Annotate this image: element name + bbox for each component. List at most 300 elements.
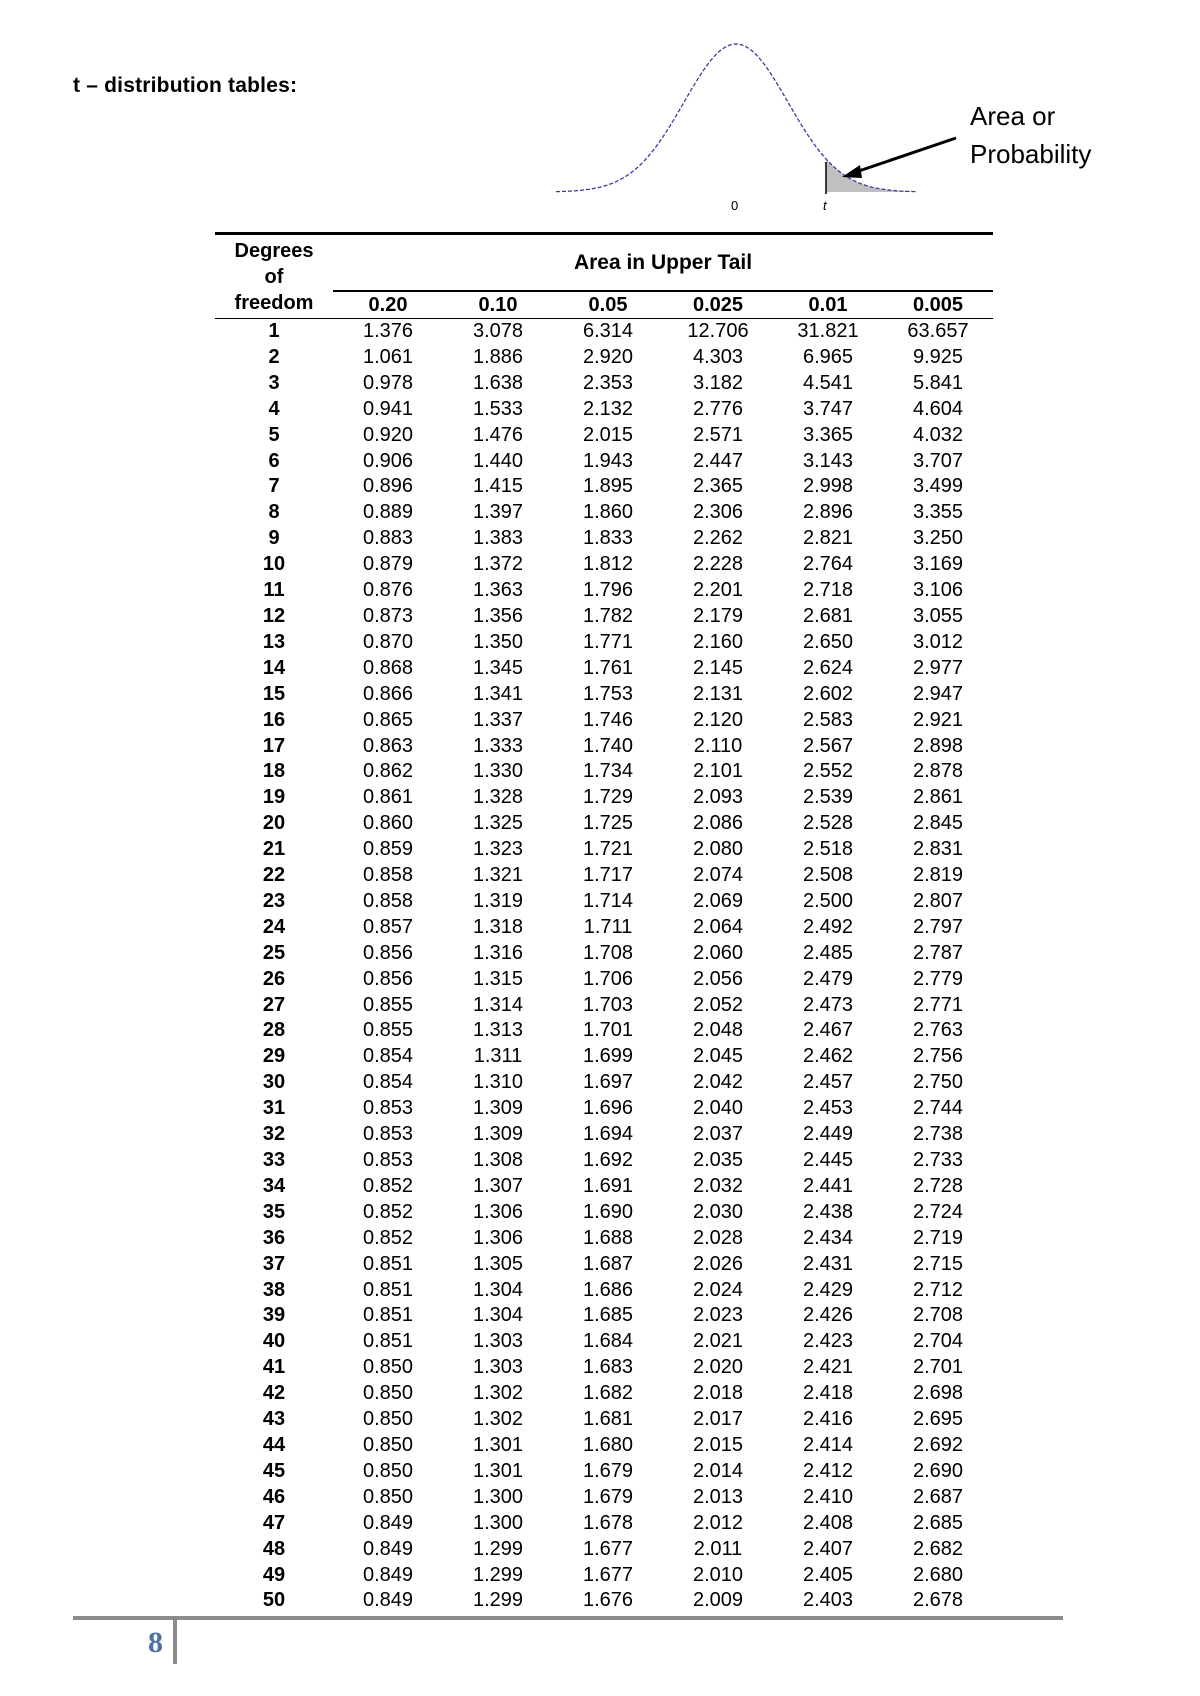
- critical-value-cell: 1.860: [582, 501, 634, 524]
- critical-value-cell: 0.859: [362, 838, 414, 861]
- table-row: [215, 759, 993, 785]
- critical-value-cell: 0.851: [362, 1278, 414, 1301]
- df-cell: 9: [268, 527, 280, 550]
- critical-value-cell: 2.708: [912, 1304, 964, 1327]
- df-header-line: of: [264, 265, 284, 288]
- table-row: [215, 500, 993, 526]
- critical-value-cell: 1.697: [582, 1071, 634, 1094]
- critical-value-cell: 2.896: [802, 501, 854, 524]
- critical-value-cell: 2.056: [692, 967, 744, 990]
- critical-value-cell: 3.169: [912, 553, 964, 576]
- critical-value-cell: 3.499: [912, 475, 964, 498]
- df-cell: 26: [262, 967, 286, 990]
- critical-value-cell: 1.725: [582, 812, 634, 835]
- critical-value-cell: 2.485: [802, 941, 854, 964]
- table-row: [215, 1381, 993, 1407]
- critical-value-cell: 6.965: [802, 345, 854, 368]
- critical-value-cell: 3.143: [802, 449, 854, 472]
- critical-value-cell: 1.703: [582, 993, 634, 1016]
- critical-value-cell: 1.302: [472, 1408, 524, 1431]
- df-cell: 48: [262, 1537, 286, 1560]
- table-row: [215, 371, 993, 397]
- critical-value-cell: 0.850: [362, 1382, 414, 1405]
- critical-value-cell: 0.860: [362, 812, 414, 835]
- critical-value-cell: 3.250: [912, 527, 964, 550]
- alpha-header: 0.10: [443, 291, 553, 319]
- critical-value-cell: 1.061: [362, 345, 414, 368]
- critical-value-cell: 2.412: [802, 1459, 854, 1482]
- critical-value-cell: 2.821: [802, 527, 854, 550]
- critical-value-cell: 1.376: [362, 320, 414, 342]
- df-cell: 13: [262, 630, 286, 653]
- critical-value-cell: 2.410: [802, 1485, 854, 1508]
- critical-value-cell: 0.852: [362, 1174, 414, 1197]
- critical-value-cell: 0.861: [362, 786, 414, 809]
- critical-value-cell: 2.567: [802, 734, 854, 757]
- critical-value-cell: 3.707: [912, 449, 964, 472]
- critical-value-cell: 0.896: [362, 475, 414, 498]
- df-cell: 37: [262, 1252, 286, 1275]
- table-row: [215, 708, 993, 734]
- critical-value-cell: 2.093: [692, 786, 744, 809]
- critical-value-cell: 2.787: [912, 941, 964, 964]
- df-cell: 16: [262, 708, 286, 731]
- critical-value-cell: 0.853: [362, 1123, 414, 1146]
- critical-value-cell: 1.708: [582, 941, 634, 964]
- critical-value-cell: 2.467: [802, 1019, 854, 1042]
- critical-value-cell: 1.701: [582, 1019, 634, 1042]
- critical-value-cell: 2.678: [912, 1589, 964, 1612]
- table-row: [215, 656, 993, 682]
- table-row: [215, 397, 993, 423]
- critical-value-cell: 0.870: [362, 630, 414, 653]
- critical-value-cell: 1.679: [582, 1459, 634, 1482]
- table-row: [215, 941, 993, 967]
- critical-value-cell: 2.028: [692, 1226, 744, 1249]
- table-row: [215, 993, 993, 1019]
- critical-value-cell: 1.699: [582, 1045, 634, 1068]
- df-cell: 15: [262, 682, 286, 705]
- table-row: [215, 578, 993, 604]
- critical-value-cell: 1.310: [472, 1071, 524, 1094]
- df-cell: 38: [262, 1278, 286, 1301]
- alpha-header: 0.20: [333, 291, 443, 319]
- critical-value-cell: 0.854: [362, 1071, 414, 1094]
- table-row: [215, 1485, 993, 1511]
- table-row: [215, 1096, 993, 1122]
- critical-value-cell: 2.020: [692, 1356, 744, 1379]
- critical-value-cell: 0.851: [362, 1304, 414, 1327]
- critical-value-cell: 1.333: [472, 734, 524, 757]
- critical-value-cell: 2.037: [692, 1123, 744, 1146]
- critical-value-cell: 1.306: [472, 1200, 524, 1223]
- critical-value-cell: 2.724: [912, 1200, 964, 1223]
- critical-value-cell: 2.365: [692, 475, 744, 498]
- df-cell: 29: [262, 1045, 286, 1068]
- df-cell: 7: [268, 475, 280, 498]
- critical-value-cell: 1.299: [472, 1563, 524, 1586]
- critical-value-cell: 4.303: [692, 345, 744, 368]
- table-row: [215, 1563, 993, 1589]
- critical-value-cell: 1.341: [472, 682, 524, 705]
- critical-value-cell: 1.305: [472, 1252, 524, 1275]
- critical-value-cell: 1.706: [582, 967, 634, 990]
- critical-value-cell: 2.024: [692, 1278, 744, 1301]
- critical-value-cell: 1.383: [472, 527, 524, 550]
- critical-value-cell: 2.353: [582, 371, 634, 394]
- critical-value-cell: 1.319: [472, 889, 524, 912]
- critical-value-cell: 2.414: [802, 1433, 854, 1456]
- df-cell: 50: [262, 1589, 286, 1612]
- critical-value-cell: 2.861: [912, 786, 964, 809]
- critical-value-cell: 0.853: [362, 1149, 414, 1171]
- critical-value-cell: 1.350: [472, 630, 524, 653]
- critical-value-cell: 2.473: [802, 993, 854, 1016]
- critical-value-cell: 3.012: [912, 630, 964, 653]
- critical-value-cell: 2.583: [802, 708, 854, 731]
- critical-value-cell: 1.721: [582, 838, 634, 861]
- critical-value-cell: 0.858: [362, 864, 414, 887]
- critical-value-cell: 2.017: [692, 1408, 744, 1431]
- critical-value-cell: 1.316: [472, 941, 524, 964]
- df-cell: 22: [262, 864, 286, 887]
- critical-value-cell: 1.679: [582, 1485, 634, 1508]
- critical-value-cell: 0.851: [362, 1330, 414, 1353]
- critical-value-cell: 2.733: [912, 1149, 964, 1171]
- critical-value-cell: 1.680: [582, 1433, 634, 1456]
- table-row: [215, 1511, 993, 1537]
- critical-value-cell: 1.533: [472, 397, 524, 420]
- critical-value-cell: 1.691: [582, 1174, 634, 1197]
- critical-value-cell: 1.476: [472, 423, 524, 446]
- critical-value-cell: 1.308: [472, 1149, 524, 1171]
- table-row: [215, 811, 993, 837]
- critical-value-cell: 2.552: [802, 760, 854, 783]
- critical-value-cell: 2.421: [802, 1356, 854, 1379]
- df-header-line: freedom: [234, 291, 314, 314]
- alpha-header: 0.05: [553, 291, 663, 319]
- critical-value-cell: 2.624: [802, 656, 854, 679]
- critical-value-cell: 1.729: [582, 786, 634, 809]
- critical-value-cell: 2.228: [692, 553, 744, 576]
- critical-value-cell: 2.179: [692, 604, 744, 627]
- critical-value-cell: 2.021: [692, 1330, 744, 1353]
- critical-value-cell: 2.429: [802, 1278, 854, 1301]
- critical-value-cell: 1.301: [472, 1459, 524, 1482]
- page-title: t – distribution tables:: [73, 74, 298, 97]
- footer-rule: [73, 1616, 1063, 1620]
- table-row: [215, 1252, 993, 1278]
- critical-value-cell: 0.978: [362, 371, 414, 394]
- critical-value-cell: 2.423: [802, 1330, 854, 1353]
- critical-value-cell: 1.330: [472, 760, 524, 783]
- critical-value-cell: 0.850: [362, 1356, 414, 1379]
- critical-value-cell: 1.782: [582, 604, 634, 627]
- table-row: [215, 423, 993, 449]
- critical-value-cell: 1.304: [472, 1278, 524, 1301]
- critical-value-cell: 1.681: [582, 1408, 634, 1431]
- critical-value-cell: 2.750: [912, 1071, 964, 1094]
- critical-value-cell: 1.684: [582, 1330, 634, 1353]
- critical-value-cell: 0.852: [362, 1226, 414, 1249]
- critical-value-cell: 1.676: [582, 1589, 634, 1612]
- critical-value-cell: 2.013: [692, 1485, 744, 1508]
- critical-value-cell: 1.683: [582, 1356, 634, 1379]
- critical-value-cell: 0.855: [362, 993, 414, 1016]
- t-distribution-table: [215, 232, 993, 1614]
- critical-value-cell: 2.744: [912, 1097, 964, 1120]
- critical-value-cell: 1.692: [582, 1149, 634, 1171]
- critical-value-cell: 1.696: [582, 1097, 634, 1120]
- table-row: [215, 1226, 993, 1252]
- critical-value-cell: 2.681: [802, 604, 854, 627]
- critical-value-cell: 0.849: [362, 1589, 414, 1612]
- critical-value-cell: 0.857: [362, 915, 414, 938]
- critical-value-cell: 0.873: [362, 604, 414, 627]
- critical-value-cell: 1.337: [472, 708, 524, 731]
- critical-value-cell: 0.865: [362, 708, 414, 731]
- critical-value-cell: 2.878: [912, 760, 964, 783]
- critical-value-cell: 0.850: [362, 1433, 414, 1456]
- critical-value-cell: 2.998: [802, 475, 854, 498]
- critical-value-cell: 0.883: [362, 527, 414, 550]
- critical-value-cell: 2.074: [692, 864, 744, 887]
- critical-value-cell: 2.695: [912, 1408, 964, 1431]
- df-cell: 28: [262, 1019, 286, 1042]
- df-cell: 20: [262, 812, 286, 835]
- critical-value-cell: 2.015: [692, 1433, 744, 1456]
- critical-value-cell: 0.866: [362, 682, 414, 705]
- critical-value-cell: 4.541: [802, 371, 854, 394]
- df-cell: 39: [262, 1304, 286, 1327]
- critical-value-cell: 2.680: [912, 1563, 964, 1586]
- critical-value-cell: 1.686: [582, 1278, 634, 1301]
- critical-value-cell: 3.055: [912, 604, 964, 627]
- critical-value-cell: 1.363: [472, 579, 524, 602]
- table-row: [215, 1200, 993, 1226]
- df-cell: 5: [268, 423, 280, 446]
- critical-value-cell: 2.408: [802, 1511, 854, 1534]
- critical-value-cell: 4.032: [912, 423, 964, 446]
- critical-value-cell: 2.434: [802, 1226, 854, 1249]
- critical-value-cell: 2.069: [692, 889, 744, 912]
- critical-value-cell: 2.453: [802, 1097, 854, 1120]
- alpha-header: 0.01: [773, 291, 883, 319]
- df-cell: 18: [262, 760, 286, 783]
- critical-value-cell: 2.426: [802, 1304, 854, 1327]
- table-row: [215, 1303, 993, 1329]
- df-cell: 47: [262, 1511, 286, 1534]
- critical-value-cell: 1.328: [472, 786, 524, 809]
- critical-value-cell: 2.009: [692, 1589, 744, 1612]
- table-row: [215, 734, 993, 760]
- callout-line-1: Area or: [970, 101, 1056, 131]
- critical-value-cell: 1.309: [472, 1123, 524, 1146]
- table-row: [215, 785, 993, 811]
- critical-value-cell: 9.925: [912, 345, 964, 368]
- critical-value-cell: 1.345: [472, 656, 524, 679]
- table-row: [215, 449, 993, 475]
- critical-value-cell: 1.325: [472, 812, 524, 835]
- critical-value-cell: 1.299: [472, 1537, 524, 1560]
- critical-value-cell: 2.712: [912, 1278, 964, 1301]
- critical-value-cell: 2.011: [693, 1537, 743, 1560]
- critical-value-cell: 2.023: [692, 1304, 744, 1327]
- df-cell: 34: [262, 1174, 286, 1197]
- critical-value-cell: 2.819: [912, 864, 964, 887]
- df-cell: 2: [268, 345, 280, 368]
- critical-value-cell: 2.704: [912, 1330, 964, 1353]
- critical-value-cell: 0.920: [362, 423, 414, 446]
- critical-value-cell: 1.397: [472, 501, 524, 524]
- critical-value-cell: 2.160: [692, 630, 744, 653]
- critical-value-cell: 2.045: [692, 1045, 744, 1068]
- callout-arrow-line: [850, 138, 956, 174]
- critical-value-cell: 1.303: [472, 1356, 524, 1379]
- critical-value-cell: 3.078: [472, 320, 524, 342]
- critical-value-cell: 2.145: [692, 656, 744, 679]
- critical-value-cell: 2.776: [692, 397, 744, 420]
- alpha-header: 0.005: [883, 291, 993, 319]
- critical-value-cell: 1.734: [582, 760, 634, 783]
- df-column-header: [215, 234, 333, 319]
- alpha-header: 0.025: [663, 291, 773, 319]
- critical-value-cell: 2.052: [692, 993, 744, 1016]
- df-cell: 36: [262, 1226, 286, 1249]
- table-row: [215, 345, 993, 371]
- table-row: [215, 474, 993, 500]
- df-cell: 49: [262, 1563, 286, 1586]
- critical-value-cell: 2.738: [912, 1123, 964, 1146]
- critical-value-cell: 0.876: [362, 579, 414, 602]
- critical-value-cell: 2.602: [802, 682, 854, 705]
- critical-value-cell: 2.763: [912, 1019, 964, 1042]
- df-cell: 17: [262, 734, 286, 757]
- df-cell: 14: [262, 656, 286, 679]
- table-row: [215, 1122, 993, 1148]
- critical-value-cell: 1.796: [582, 579, 634, 602]
- critical-value-cell: 1.761: [582, 656, 634, 679]
- critical-value-cell: 0.856: [362, 941, 414, 964]
- critical-value-cell: 0.906: [362, 449, 414, 472]
- critical-value-cell: 1.677: [582, 1563, 634, 1586]
- critical-value-cell: 1.771: [582, 630, 634, 653]
- critical-value-cell: 1.313: [472, 1019, 524, 1042]
- critical-value-cell: 2.719: [912, 1226, 964, 1249]
- table-row: [215, 1174, 993, 1200]
- critical-value-cell: 0.851: [362, 1252, 414, 1275]
- table-row: [215, 915, 993, 941]
- critical-value-cell: 2.687: [912, 1485, 964, 1508]
- critical-value-cell: 2.920: [582, 345, 634, 368]
- t-table-body: [215, 319, 993, 1615]
- critical-value-cell: 1.711: [583, 915, 633, 938]
- df-cell: 27: [262, 993, 286, 1016]
- critical-value-cell: 2.807: [912, 889, 964, 912]
- table-row: [215, 1070, 993, 1096]
- critical-value-cell: 1.299: [472, 1589, 524, 1612]
- critical-value-cell: 2.449: [802, 1123, 854, 1146]
- critical-value-cell: 1.714: [582, 889, 634, 912]
- critical-value-cell: 2.086: [692, 812, 744, 835]
- critical-value-cell: 1.678: [582, 1511, 634, 1534]
- df-cell: 41: [262, 1356, 286, 1379]
- table-row: [215, 1459, 993, 1485]
- critical-value-cell: 1.740: [582, 734, 634, 757]
- area-probability-callout: [970, 97, 1091, 173]
- critical-value-cell: 3.182: [692, 371, 744, 394]
- df-cell: 32: [262, 1123, 286, 1146]
- critical-value-cell: 0.863: [362, 734, 414, 757]
- critical-value-cell: 2.690: [912, 1459, 964, 1482]
- critical-value-cell: 12.706: [687, 320, 749, 342]
- critical-value-cell: 1.677: [582, 1537, 634, 1560]
- critical-value-cell: 2.032: [692, 1174, 744, 1197]
- critical-value-cell: 1.303: [472, 1330, 524, 1353]
- critical-value-cell: 2.018: [692, 1382, 744, 1405]
- critical-value-cell: 3.365: [802, 423, 854, 446]
- df-cell: 35: [262, 1200, 286, 1223]
- critical-value-cell: 2.441: [802, 1174, 854, 1197]
- critical-value-cell: 2.040: [692, 1097, 744, 1120]
- critical-value-cell: 2.518: [802, 838, 854, 861]
- df-cell: 21: [262, 838, 286, 861]
- critical-value-cell: 1.895: [582, 475, 634, 498]
- df-cell: 30: [262, 1071, 286, 1094]
- area-upper-tail-header: Area in Upper Tail: [333, 234, 993, 292]
- table-row: [215, 837, 993, 863]
- critical-value-cell: 1.690: [582, 1200, 634, 1223]
- critical-value-cell: 2.492: [802, 915, 854, 938]
- critical-value-cell: 0.862: [362, 760, 414, 783]
- critical-value-cell: 2.756: [912, 1045, 964, 1068]
- table-row: [215, 889, 993, 915]
- df-cell: 11: [263, 579, 285, 602]
- critical-value-cell: 2.457: [802, 1071, 854, 1094]
- critical-value-cell: 1.318: [472, 915, 524, 938]
- df-cell: 1: [268, 320, 280, 342]
- table-row: [215, 319, 993, 345]
- table-row: [215, 1433, 993, 1459]
- critical-value-cell: 2.010: [692, 1563, 744, 1586]
- critical-value-cell: 1.311: [473, 1045, 523, 1068]
- critical-value-cell: 2.416: [802, 1408, 854, 1431]
- critical-value-cell: 2.201: [692, 579, 744, 602]
- df-cell: 25: [262, 941, 286, 964]
- critical-value-cell: 1.746: [582, 708, 634, 731]
- critical-value-cell: 2.650: [802, 630, 854, 653]
- critical-value-cell: 2.418: [802, 1382, 854, 1405]
- critical-value-cell: 2.685: [912, 1511, 964, 1534]
- critical-value-cell: 1.307: [472, 1174, 524, 1197]
- critical-value-cell: 1.323: [472, 838, 524, 861]
- critical-value-cell: 2.262: [692, 527, 744, 550]
- critical-value-cell: 0.852: [362, 1200, 414, 1223]
- critical-value-cell: 1.372: [472, 553, 524, 576]
- critical-value-cell: 0.879: [362, 553, 414, 576]
- critical-value-cell: 0.853: [362, 1097, 414, 1120]
- critical-value-cell: 1.688: [582, 1226, 634, 1249]
- critical-value-cell: 2.947: [912, 682, 964, 705]
- critical-value-cell: 2.921: [912, 708, 964, 731]
- critical-value-cell: 2.898: [912, 734, 964, 757]
- table-row: [215, 1044, 993, 1070]
- table-row: [215, 967, 993, 993]
- critical-value-cell: 0.889: [362, 501, 414, 524]
- critical-value-cell: 1.300: [472, 1511, 524, 1534]
- critical-value-cell: 63.657: [907, 320, 969, 342]
- page-number: 8: [148, 1626, 163, 1659]
